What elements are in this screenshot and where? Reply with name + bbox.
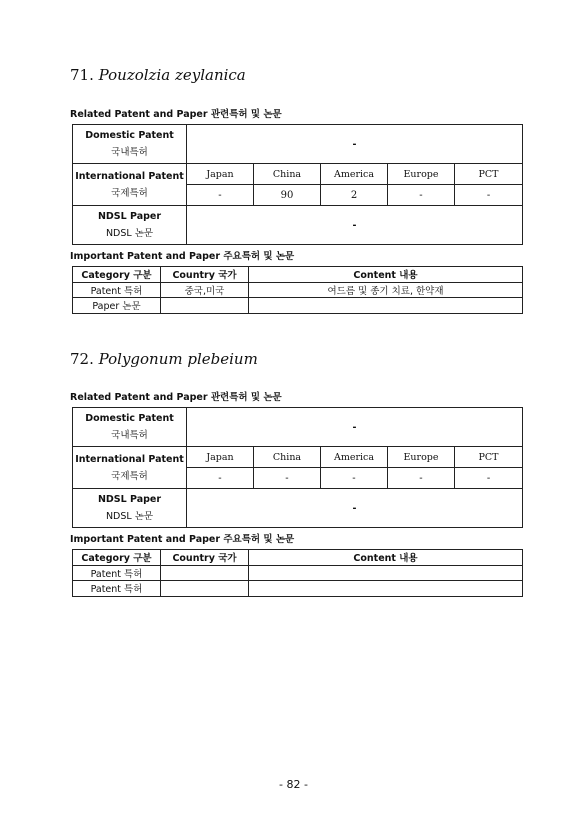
page-number: - 82 -	[279, 778, 308, 791]
value-japan: -	[187, 468, 254, 489]
row-category: Patent 특허	[73, 282, 161, 298]
value-japan: -	[187, 185, 254, 206]
region-america: America	[321, 164, 388, 185]
value-pct: -	[455, 468, 523, 489]
value-america: 2	[321, 185, 388, 206]
region-europe: Europe	[388, 164, 455, 185]
region-europe: Europe	[388, 447, 455, 468]
important-title-71: Important Patent and Paper 주요특허 및 논문	[70, 251, 295, 262]
row-content	[249, 581, 523, 597]
ndsl-value: -	[187, 206, 523, 245]
value-europe: -	[388, 185, 455, 206]
header-category: Category 구분	[73, 267, 161, 283]
value-china: -	[254, 468, 321, 489]
important-table-72	[72, 549, 523, 597]
important-title-72: Important Patent and Paper 주요특허 및 논문	[70, 534, 295, 545]
related-title-71: Related Patent and Paper 관련특허 및 논문	[70, 109, 282, 120]
international-label: International Patent 국제특허	[73, 164, 187, 206]
ndsl-value: -	[187, 489, 523, 528]
row-content	[249, 298, 523, 314]
section-number: 72.	[70, 350, 94, 368]
section-title-72	[70, 350, 258, 368]
header-category: Category 구분	[73, 550, 161, 566]
region-america: America	[321, 447, 388, 468]
table-row	[73, 565, 523, 581]
domestic-label: Domestic Patent 국내특허	[73, 125, 187, 164]
value-europe: -	[388, 468, 455, 489]
region-pct: PCT	[455, 447, 523, 468]
row-country	[161, 565, 249, 581]
international-label: International Patent 국제특허	[73, 447, 187, 489]
row-category: Patent 특허	[73, 565, 161, 581]
domestic-value: -	[187, 125, 523, 164]
header-country: Country 국가	[161, 550, 249, 566]
row-country: 중국,미국	[161, 282, 249, 298]
row-category: Paper 논문	[73, 298, 161, 314]
section-title-71	[70, 66, 246, 84]
related-title-72: Related Patent and Paper 관련특허 및 논문	[70, 392, 282, 403]
region-china: China	[254, 447, 321, 468]
row-country	[161, 581, 249, 597]
value-china: 90	[254, 185, 321, 206]
header-country: Country 국가	[161, 267, 249, 283]
row-content: 여드름 및 종기 치료, 한약재	[249, 282, 523, 298]
region-japan: Japan	[187, 164, 254, 185]
domestic-value: -	[187, 408, 523, 447]
region-japan: Japan	[187, 447, 254, 468]
ndsl-label: NDSL Paper NDSL 논문	[73, 206, 187, 245]
species-name: Pouzolzia zeylanica	[98, 66, 246, 84]
table-row	[73, 298, 523, 314]
table-row	[73, 282, 523, 298]
species-name: Polygonum plebeium	[98, 350, 258, 368]
related-table-72	[72, 407, 523, 528]
value-pct: -	[455, 185, 523, 206]
header-content: Content 내용	[249, 267, 523, 283]
header-content: Content 내용	[249, 550, 523, 566]
region-china: China	[254, 164, 321, 185]
region-pct: PCT	[455, 164, 523, 185]
row-category: Patent 특허	[73, 581, 161, 597]
important-table-71	[72, 266, 523, 314]
table-row	[73, 581, 523, 597]
section-number: 71.	[70, 66, 94, 84]
ndsl-label: NDSL Paper NDSL 논문	[73, 489, 187, 528]
row-content	[249, 565, 523, 581]
value-america: -	[321, 468, 388, 489]
row-country	[161, 298, 249, 314]
related-table-71	[72, 124, 523, 245]
domestic-label: Domestic Patent 국내특허	[73, 408, 187, 447]
